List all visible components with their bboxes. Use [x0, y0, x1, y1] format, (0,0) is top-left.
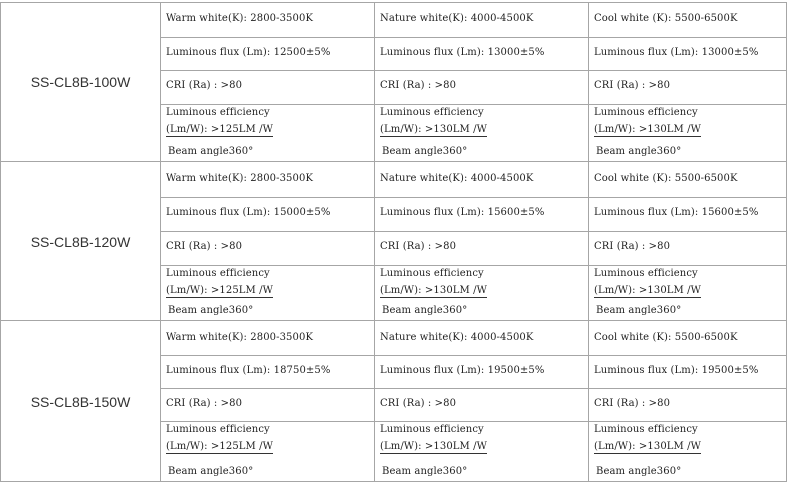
efficiency-label: Luminous efficiency [166, 268, 270, 279]
cct-text: Cool white (K): 5500-6500K [594, 332, 738, 343]
grid-line [0, 161, 787, 162]
efficiency-label: Luminous efficiency [166, 424, 270, 435]
cri-text: CRI (Ra) : >80 [594, 241, 671, 252]
efficiency-value: (Lm/W): >125LM /W [166, 285, 273, 296]
efficiency-label: Luminous efficiency [594, 107, 698, 118]
beam-angle-text: Beam angle360° [596, 466, 682, 477]
grid-line [160, 355, 787, 356]
flux-text: Luminous flux (Lm): 19500±5% [380, 365, 545, 376]
flux-text: Luminous flux (Lm): 15600±5% [594, 207, 759, 218]
model-label: SS-CL8B-100W [30, 74, 131, 90]
efficiency-value: (Lm/W): >130LM /W [594, 285, 701, 296]
cct-text: Cool white (K): 5500-6500K [594, 173, 738, 184]
grid-line [160, 197, 787, 198]
cct-text: Cool white (K): 5500-6500K [594, 13, 738, 24]
grid-line [0, 320, 787, 321]
grid-line [588, 2, 589, 482]
cri-text: CRI (Ra) : >80 [594, 398, 671, 409]
cct-text: Nature white(K): 4000-4500K [380, 13, 534, 24]
cri-text: CRI (Ra) : >80 [166, 398, 243, 409]
grid-line [160, 70, 787, 71]
beam-angle-text: Beam angle360° [168, 466, 254, 477]
grid-line [160, 421, 787, 422]
beam-angle-text: Beam angle360° [168, 146, 254, 157]
efficiency-value: (Lm/W): >125LM /W [166, 441, 273, 452]
beam-angle-text: Beam angle360° [596, 146, 682, 157]
grid-line [160, 265, 787, 266]
efficiency-value: (Lm/W): >125LM /W [166, 124, 273, 135]
beam-angle-text: Beam angle360° [382, 305, 468, 316]
efficiency-value: (Lm/W): >130LM /W [594, 441, 701, 452]
flux-text: Luminous flux (Lm): 18750±5% [166, 365, 331, 376]
flux-text: Luminous flux (Lm): 13000±5% [594, 47, 759, 58]
model-label: SS-CL8B-150W [30, 394, 131, 410]
flux-text: Luminous flux (Lm): 19500±5% [594, 365, 759, 376]
grid-line [160, 37, 787, 38]
cri-text: CRI (Ra) : >80 [594, 80, 671, 91]
efficiency-label: Luminous efficiency [380, 424, 484, 435]
grid-line [160, 104, 787, 105]
cct-text: Nature white(K): 4000-4500K [380, 173, 534, 184]
grid-line [160, 388, 787, 389]
beam-angle-text: Beam angle360° [382, 146, 468, 157]
cct-text: Nature white(K): 4000-4500K [380, 332, 534, 343]
beam-angle-text: Beam angle360° [382, 466, 468, 477]
cri-text: CRI (Ra) : >80 [380, 398, 457, 409]
model-label: SS-CL8B-120W [30, 234, 131, 250]
cct-text: Warm white(K): 2800-3500K [166, 332, 314, 343]
cri-text: CRI (Ra) : >80 [380, 241, 457, 252]
flux-text: Luminous flux (Lm): 15600±5% [380, 207, 545, 218]
cri-text: CRI (Ra) : >80 [166, 80, 243, 91]
efficiency-label: Luminous efficiency [166, 107, 270, 118]
efficiency-label: Luminous efficiency [380, 268, 484, 279]
flux-text: Luminous flux (Lm): 12500±5% [166, 47, 331, 58]
cct-text: Warm white(K): 2800-3500K [166, 13, 314, 24]
efficiency-label: Luminous efficiency [380, 107, 484, 118]
flux-text: Luminous flux (Lm): 15000±5% [166, 207, 331, 218]
grid-line [374, 2, 375, 482]
cri-text: CRI (Ra) : >80 [380, 80, 457, 91]
efficiency-label: Luminous efficiency [594, 424, 698, 435]
efficiency-value: (Lm/W): >130LM /W [380, 441, 487, 452]
beam-angle-text: Beam angle360° [596, 305, 682, 316]
flux-text: Luminous flux (Lm): 13000±5% [380, 47, 545, 58]
cct-text: Warm white(K): 2800-3500K [166, 173, 314, 184]
grid-line [160, 231, 787, 232]
efficiency-value: (Lm/W): >130LM /W [380, 124, 487, 135]
efficiency-label: Luminous efficiency [594, 268, 698, 279]
beam-angle-text: Beam angle360° [168, 305, 254, 316]
efficiency-value: (Lm/W): >130LM /W [594, 124, 701, 135]
grid-line [0, 481, 787, 482]
efficiency-value: (Lm/W): >130LM /W [380, 285, 487, 296]
grid-line [160, 2, 161, 482]
cri-text: CRI (Ra) : >80 [166, 241, 243, 252]
